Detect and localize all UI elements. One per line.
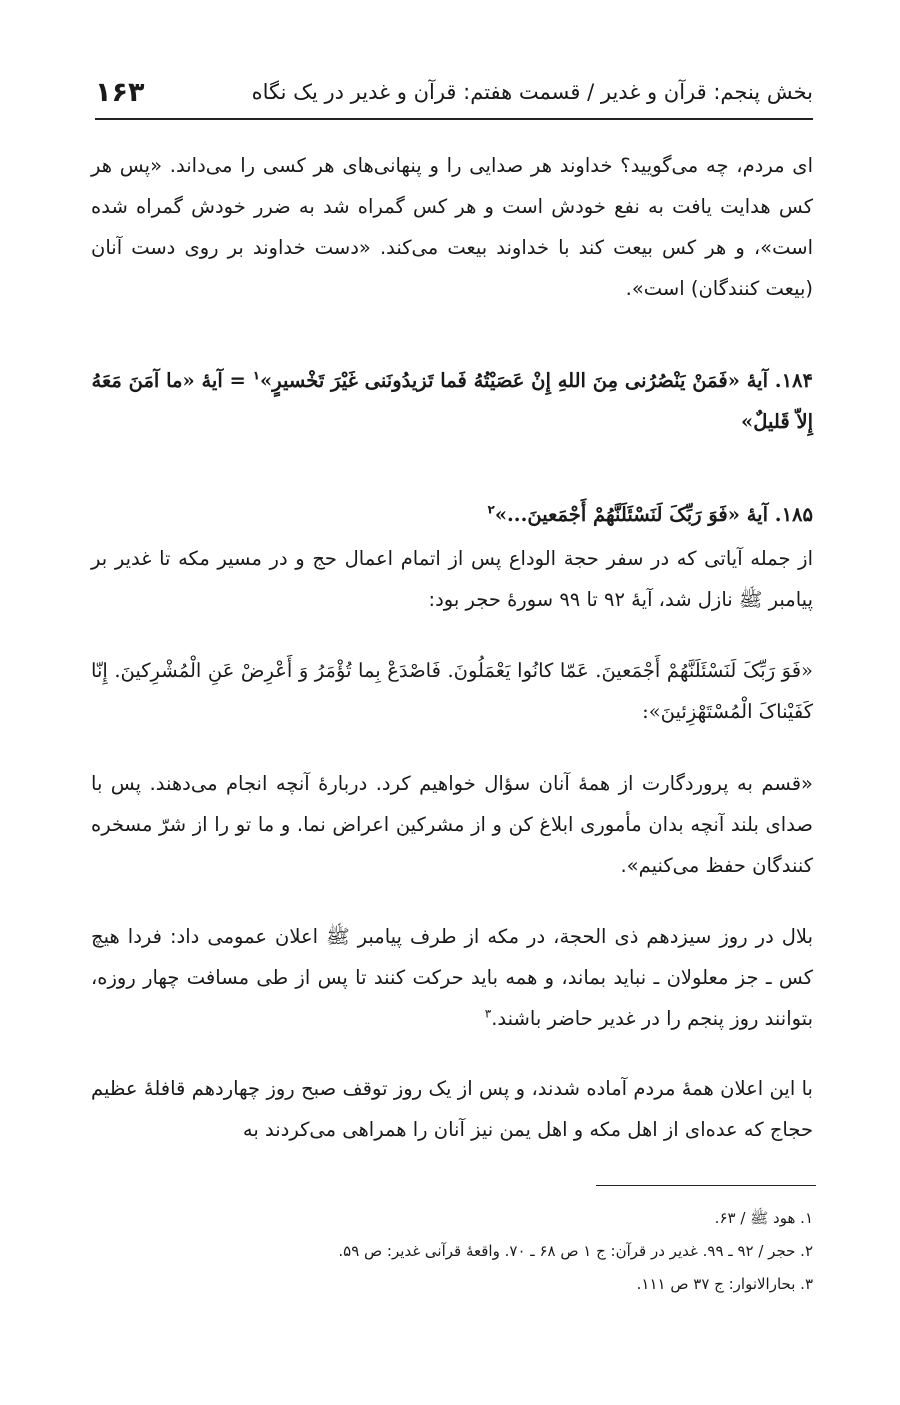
paragraph-caravan-departure: با این اعلان همهٔ مردم آماده شدند، و پس از یک روز توقف صبح روز چهاردهم قافلهٔ عظیم حجاج که عده‌ای از اهل مکه و اهل یمن نیز آنان را همراهی می‌کردند به <box>91 1077 813 1141</box>
section-heading-185 <box>91 494 813 535</box>
footnote-ref-1: ۱ <box>252 368 260 383</box>
section-heading-184 <box>91 360 813 442</box>
footnotes-list <box>91 1202 813 1301</box>
footnote-item: ۱. هود ﷺ / ۶۳. <box>714 1209 813 1227</box>
footnote-item: ۳. بحارالانوار: ج ۳۷ ص ۱۱۱. <box>636 1275 813 1293</box>
footnote-ref-3: ۳ <box>484 1006 492 1021</box>
footnote-item: ۲. حجر / ۹۲ ـ ۹۹. غدیر در قرآن: ج ۱ ص ۶۸ ـ ۷۰. واقعهٔ قرآنی غدیر: ص ۵۹. <box>338 1242 813 1260</box>
paragraph-verse-translation: «قسم به پروردگارت از همهٔ آنان سؤال خواهیم کرد. دربارهٔ آنچه انجام می‌دهند. پس با صدای بلند آنچه بدان مأموری ابلاغ کن و از مشرکین اعراض نما. و ما تو را از شرّ مسخره کنندگان حفظ می‌کنیم». <box>91 772 813 877</box>
paragraph-bilal-announcement <box>91 916 813 1039</box>
paragraph-hajj-verses: از جمله آیاتی که در سفر حجة الوداع پس از اتمام اعمال حج و در مسیر مکه تا غدیر بر پیامبر ﷺ نازل شد، آیهٔ ۹۲ تا ۹۹ سورهٔ حجر بود: <box>91 547 813 611</box>
quran-verse-hijr: «فَوَ رَبِّکَ لَنَسْئَلَنَّهُمْ أَجْمَعینَ. عَمّا کانُوا یَعْمَلُونَ. فَاصْدَعْ بِما تُؤْمَرُ وَ أَعْرِضْ عَنِ الْمُشْرِکینَ. إِنّا کَفَیْناکَ الْمُسْتَهْزِئینَ»: <box>91 659 813 723</box>
heading-184-tail: = آیهٔ «ما آمَنَ مَعَهُ إِلاّ قَلیلٌ» <box>91 369 813 433</box>
footnote-ref-2: ۲ <box>487 502 495 517</box>
footnote-divider <box>596 1185 816 1186</box>
paragraph-people-address: ای مردم، چه می‌گویید؟ خداوند هر صدایی را و پنهانی‌های هر کسی را می‌داند. «پس هر کس هدایت یافت به نفع خودش است و هر کس گمراه شد به ضرر خودش گمراه شده است»، و هر کس بیعت کند با خداوند بیعت می‌کند. «دست خداوند بر روی دست آنان (بیعت کنندگان) است». <box>91 154 813 300</box>
running-title: بخش پنجم: قرآن و غدیر / قسمت هفتم: قرآن و غدیر در یک نگاه <box>251 80 813 104</box>
heading-184-text: ۱۸۴. آیهٔ «فَمَنْ یَنْصُرُنی مِنَ اللهِ إِنْ عَصَیْتُهُ فَما تَزیدُونَنی غَیْرَ تَخْسیرٍ» <box>260 369 813 392</box>
heading-185-text: ۱۸۵. آیهٔ «فَوَ رَبِّکَ لَنَسْئَلَنَّهُمْ أَجْمَعینَ...» <box>494 503 813 526</box>
bilal-announcement-text: بلال در روز سیزدهم ذی الحجة، در مکه از طرف پیامبر ﷺ اعلان عمومی داد: فردا هیچ کس ـ جز معلولان ـ نباید بماند، و همه باید حرکت کنند تا پس از طی مسافت چهار روزه، بتوانند روز پنجم را در غدیر حاضر باشند. <box>91 925 813 1030</box>
page-header <box>95 66 813 120</box>
page-number: ۱۶۳ <box>95 76 145 108</box>
